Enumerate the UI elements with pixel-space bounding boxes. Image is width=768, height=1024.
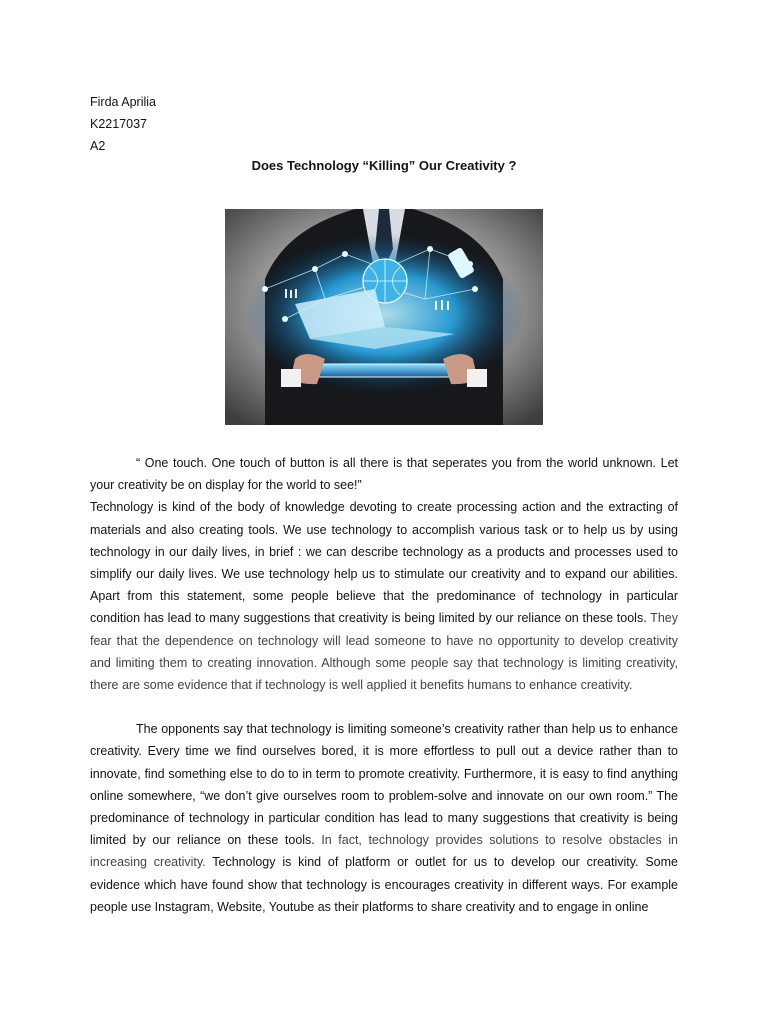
student-id: K2217037 xyxy=(90,117,148,131)
document-title: Does Technology “Killing” Our Creativity ? xyxy=(251,158,517,173)
paragraph-2-part-3: Technology is kind of platform or outlet for us to develop our creativity. Some evidence which have found show that technology is encourages creativity in different ways. For example people use Instagram, Website, Youtube as their platforms to share creativity and to engage in online xyxy=(90,855,679,914)
paragraph-2-part-1: The opponents say that technology is limiting someone’s creativity rather than help us to enhance creativity. Every time we find ourselves bored, it is more effortless to pull out a device rather than to innovate, find something else to do to in term to promote creativity. Furthermore, it is easy to find anything online somewhere, “we don’t give ourselves room to problem-solve and innovate on our own room.” The predominance of technology in particular condition has lead to many suggestions that creativity is being limited by our reliance on these tools. xyxy=(90,722,678,848)
author-name: Firda Aprilia xyxy=(90,95,156,109)
class-code: A2 xyxy=(90,139,106,153)
paragraph-2-part-2: In fact, technology provides solutions to resolve obstacles in increasing creativity. xyxy=(90,833,678,870)
essay-body xyxy=(90,452,678,918)
paragraph-1 xyxy=(90,496,678,696)
paragraph-spacer xyxy=(90,696,678,718)
opening-quote: “ One touch. One touch of button is all there is that seperates you from the world unknown. Let your creativity be on display for the world to see!” xyxy=(90,456,678,493)
paragraph-1-part-1: Technology is kind of the body of knowledge devoting to create processing action and the extracting of materials and also creating tools. We use technology to accomplish various task or to help us by using technology in our daily lives, in brief : we can describe technology as a products and processes used to simplify our daily lives. We use technology help us to stimulate our creativity and to expand our abilities. Apart from this statement, some people believe that the predominance of technology in particular condition has lead to many suggestions that creativity is being limited by our reliance on these tools. xyxy=(90,500,678,626)
paragraph-2 xyxy=(90,718,678,918)
paragraph-1-part-2: They fear that the dependence on technology will lead someone to have no opportunity to develop creativity and limiting them to creating innovation. Although some people say that technology is limiting creativity, there are some evidence that if technology is well applied it benefits humans to enhance creativity. xyxy=(90,611,678,693)
businessman-holding-tablet-with-technology-hologram-icon xyxy=(225,209,543,425)
technology-photo xyxy=(225,209,543,425)
author-block xyxy=(90,91,156,157)
